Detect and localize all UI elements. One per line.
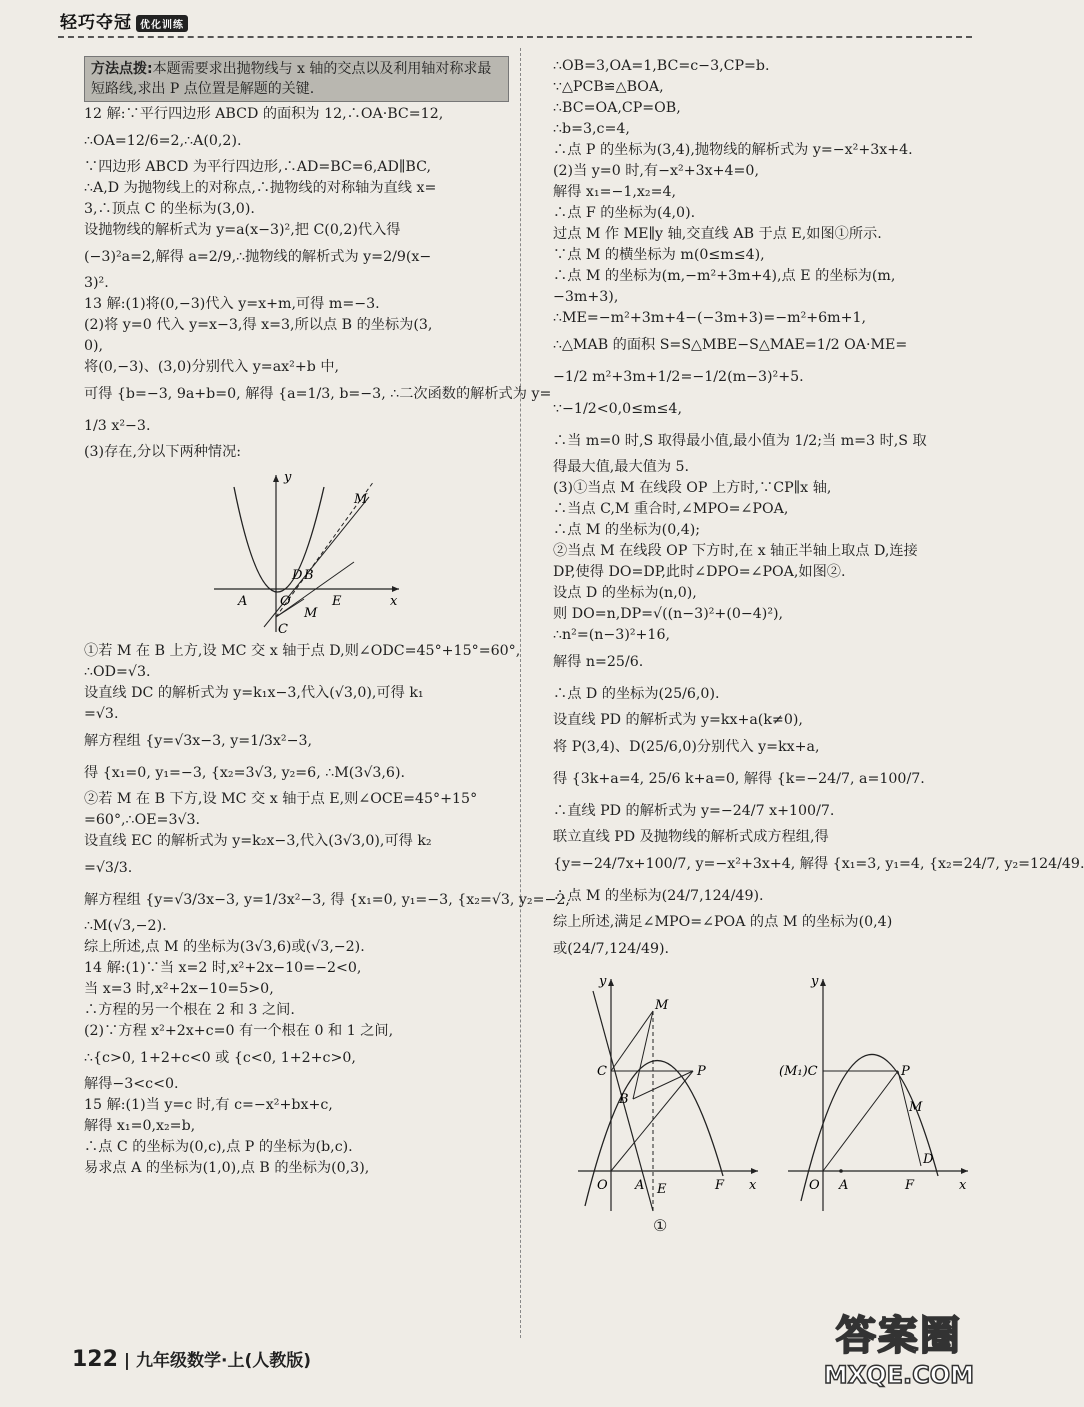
tip-label: 方法点拨: — [91, 61, 153, 77]
text-line: ∴{c>0, 1+2+c<0 或 {c<0, 1+2+c>0, — [84, 1050, 356, 1066]
text-line: ∴ME=−m²+3m+4−(−3m+3)=−m²+6m+1, — [553, 310, 867, 326]
text-line: −1/2 m²+3m+1/2=−1/2(m−3)²+5. — [553, 369, 804, 385]
text-line: 易求点 A 的坐标为(1,0),点 B 的坐标为(0,3), — [84, 1160, 370, 1176]
fig2-point-a: A — [839, 1178, 849, 1193]
text-line: (2)∵方程 x²+2x+c=0 有一个根在 0 和 1 之间, — [84, 1023, 394, 1039]
text-line: ∴OA=12/6=2,∴A(0,2). — [84, 133, 242, 149]
text-line: ∵四边形 ABCD 为平行四边形,∴AD=BC=6,AD∥BC, — [84, 159, 431, 175]
fig2-y-label: y — [811, 974, 819, 989]
fig2-point-o: O — [809, 1178, 820, 1193]
text-line: ∴点 D 的坐标为(25/6,0). — [553, 686, 720, 702]
column-divider — [520, 48, 522, 1338]
brand-logo — [60, 8, 188, 33]
method-tip — [84, 56, 509, 102]
fig1-point-e: E — [657, 1182, 667, 1197]
text-line: 解方程组 {y=√3x−3, y=1/3x²−3, — [84, 733, 313, 749]
text-line: =√3. — [84, 706, 119, 722]
text-line: ∴当点 C,M 重合时,∠MPO=∠POA, — [553, 501, 789, 517]
text-line: 设点 D 的坐标为(n,0), — [553, 585, 697, 601]
text-line: 设直线 EC 的解析式为 y=k₂x−3,代入(3√3,0),可得 k₂ — [84, 833, 432, 849]
text-line: (−3)²a=2,解得 a=2/9,∴抛物线的解析式为 y=2/9(x− — [84, 249, 432, 265]
text-line: 解得 n=25/6. — [553, 654, 644, 670]
fig13-point-e: E — [332, 594, 342, 609]
text-line: 解方程组 {y=√3/3x−3, y=1/3x²−3, 得 {x₁=0, y₁=−3, {x₂=√3, y₂=−2, — [84, 892, 570, 908]
fig1-point-p: P — [697, 1064, 706, 1079]
fig2-point-f: F — [905, 1178, 915, 1193]
figure-1 — [573, 971, 763, 1221]
text-line: 或(24/7,124/49). — [553, 941, 670, 957]
text-line: 设抛物线的解析式为 y=a(x−3)²,把 C(0,2)代入得 — [84, 222, 401, 238]
fig13-point-b: B — [304, 568, 314, 583]
figure-1-caption: ① — [653, 1216, 668, 1235]
left-text-block-2 — [84, 641, 570, 1179]
fig1-y-label: y — [599, 974, 607, 989]
text-line: 将 P(3,4)、D(25/6,0)分别代入 y=kx+a, — [553, 739, 820, 755]
text-line: ∴点 M 的坐标为(0,4); — [553, 522, 701, 538]
text-line: {y=−24/7x+100/7, y=−x²+3x+4, 解得 {x₁=3, y₁=4, {x₂=24/7, y₂=124/49. — [553, 856, 1084, 872]
fig2-point-d: D — [923, 1152, 934, 1167]
fig13-point-d: D — [292, 568, 303, 583]
text-line: ∴点 C 的坐标为(0,c),点 P 的坐标为(b,c). — [84, 1139, 353, 1155]
text-line: ∵点 M 的横坐标为 m(0≤m≤4), — [553, 247, 765, 263]
fig1-point-c: C — [597, 1064, 607, 1079]
text-line: ∴b=3,c=4, — [553, 121, 630, 137]
text-line: ∴A,D 为抛物线上的对称点,∴抛物线的对称轴为直线 x= — [84, 180, 437, 196]
text-line: (2)当 y=0 时,有−x²+3x+4=0, — [553, 163, 759, 179]
text-line: ∴OD=√3. — [84, 664, 151, 680]
text-line: 设直线 DC 的解析式为 y=k₁x−3,代入(√3,0),可得 k₁ — [84, 685, 424, 701]
text-line: 15 解:(1)当 y=c 时,有 c=−x²+bx+c, — [84, 1097, 333, 1113]
text-line: (3)存在,分以下两种情况: — [84, 444, 242, 460]
figure-2 — [779, 971, 973, 1221]
text-line: ∴M(√3,−2). — [84, 918, 167, 934]
text-line: ∴点 M 的坐标为(m,−m²+3m+4),点 E 的坐标为(m, — [553, 268, 896, 284]
text-line: ∴方程的另一个根在 2 和 3 之间. — [84, 1002, 295, 1018]
text-line: ∴点 F 的坐标为(4,0). — [553, 205, 696, 221]
text-line: ∴OB=3,OA=1,BC=c−3,CP=b. — [553, 58, 770, 74]
text-line: 过点 M 作 ME∥y 轴,交直线 AB 于点 E,如图①所示. — [553, 226, 882, 242]
text-line: 可得 {b=−3, 9a+b=0, 解得 {a=1/3, b=−3, ∴二次函数的解析式为 y= — [84, 386, 552, 402]
fig1-point-a: A — [635, 1178, 645, 1193]
text-line: 综上所述,满足∠MPO=∠POA 的点 M 的坐标为(0,4) — [553, 914, 893, 930]
book-title: 九年级数学·上(人教版) — [135, 1351, 311, 1371]
text-line: 得 {x₁=0, y₁=−3, {x₂=3√3, y₂=6, ∴M(3√3,6). — [84, 765, 405, 781]
watermark-url: MXQE.COM — [823, 1361, 974, 1389]
figure-problem-13 — [204, 467, 404, 637]
fig2-point-m: M — [909, 1100, 923, 1115]
text-line: =√3/3. — [84, 860, 133, 876]
page-header — [58, 6, 972, 38]
text-line: 12 解:∵平行四边形 ABCD 的面积为 12,∴OA·BC=12, — [84, 106, 444, 122]
text-line: 1/3 x²−3. — [84, 418, 151, 434]
text-line: ∵△PCB≌△BOA, — [553, 79, 664, 95]
fig2-x-label: x — [959, 1178, 967, 1193]
fig13-point-o: O — [280, 594, 291, 609]
page-footer: 122 | 九年级数学·上(人教版) — [72, 1347, 311, 1372]
text-line: 解得 x₁=−1,x₂=4, — [553, 184, 676, 200]
fig1-point-o: O — [597, 1178, 608, 1193]
tip-text: 本题需要求出抛物线与 x 轴的交点以及利用轴对称求最短路线,求出 P 点位置是解题的关键. — [91, 61, 492, 97]
watermark-title: 答案圈 — [835, 1313, 962, 1359]
fig13-point-m-lower: M — [304, 606, 318, 621]
text-line: 综上所述,点 M 的坐标为(3√3,6)或(√3,−2). — [84, 939, 365, 955]
text-line: ∴点 M 的坐标为(24/7,124/49). — [553, 888, 764, 904]
text-line: ①若 M 在 B 上方,设 MC 交 x 轴于点 D,则∠ODC=45°+15°=60°, — [84, 643, 521, 659]
text-line: 14 解:(1)∵当 x=2 时,x²+2x−10=−2<0, — [84, 960, 362, 976]
text-line: =60°,∴OE=3√3. — [84, 812, 201, 828]
text-line: 13 解:(1)将(0,−3)代入 y=x+m,可得 m=−3. — [84, 296, 380, 312]
text-line: 3)². — [84, 275, 109, 291]
text-line: ∴直线 PD 的解析式为 y=−24/7 x+100/7. — [553, 803, 835, 819]
left-text-block-1 — [84, 104, 552, 463]
left-column — [84, 56, 570, 1179]
text-line: 0), — [84, 338, 104, 354]
page-number: 122 — [72, 1347, 118, 1372]
right-column — [553, 56, 1084, 1235]
fig13-point-c: C — [278, 622, 288, 637]
text-line: 联立直线 PD 及抛物线的解析式成方程组,得 — [553, 829, 829, 845]
text-line: ∴BC=OA,CP=OB, — [553, 100, 681, 116]
fig1-point-f: F — [715, 1178, 725, 1193]
text-line: 得 {3k+a=4, 25/6 k+a=0, 解得 {k=−24/7, a=100/7. — [553, 771, 925, 787]
fig1-point-m: M — [655, 998, 669, 1013]
watermark — [824, 1304, 974, 1389]
text-line: 将(0,−3)、(3,0)分别代入 y=ax²+b 中, — [84, 359, 340, 375]
figures-15 — [553, 971, 973, 1235]
fig2-point-p: P — [901, 1064, 910, 1079]
text-line: ∴△MAB 的面积 S=S△MBE−S△MAE=1/2 OA·ME= — [553, 337, 908, 353]
fig2-point-m1-c: (M₁)C — [779, 1064, 818, 1079]
fig13-y-label: y — [284, 470, 292, 485]
text-line: 则 DO=n,DP=√((n−3)²+(0−4)²), — [553, 606, 784, 622]
text-line: 3,∴顶点 C 的坐标为(3,0). — [84, 201, 255, 217]
text-line: −3m+3), — [553, 289, 619, 305]
right-text-block — [553, 56, 1084, 965]
text-line: (3)①当点 M 在线段 OP 上方时,∵CP∥x 轴, — [553, 480, 832, 496]
text-line: 设直线 PD 的解析式为 y=kx+a(k≠0), — [553, 712, 803, 728]
text-line: 当 x=3 时,x²+2x−10=5>0, — [84, 981, 274, 997]
fig13-x-label: x — [390, 594, 398, 609]
text-line: ∵−1/2<0,0≤m≤4, — [553, 401, 682, 417]
text-line: 解得 x₁=0,x₂=b, — [84, 1118, 196, 1134]
text-line: ②当点 M 在线段 OP 下方时,在 x 轴正半轴上取点 D,连接 — [553, 543, 918, 559]
text-line: 得最大值,最大值为 5. — [553, 459, 690, 475]
fig13-point-a: A — [238, 594, 248, 609]
fig13-point-m-upper: M — [354, 492, 368, 507]
text-line: (2)将 y=0 代入 y=x−3,得 x=3,所以点 B 的坐标为(3, — [84, 317, 433, 333]
text-line: 解得−3<c<0. — [84, 1076, 179, 1092]
text-line: ∴n²=(n−3)²+16, — [553, 627, 670, 643]
brand-name: 轻巧夺冠 — [60, 13, 132, 33]
text-line: ∴当 m=0 时,S 取得最小值,最小值为 1/2;当 m=3 时,S 取 — [553, 433, 927, 449]
text-line: DP,使得 DO=DP,此时∠DPO=∠POA,如图②. — [553, 564, 846, 580]
fig1-x-label: x — [749, 1178, 757, 1193]
brand-tag: 优化训练 — [136, 15, 188, 32]
fig1-point-b: B — [619, 1092, 629, 1107]
text-line: ②若 M 在 B 下方,设 MC 交 x 轴于点 E,则∠OCE=45°+15° — [84, 791, 478, 807]
text-line: ∴点 P 的坐标为(3,4),抛物线的解析式为 y=−x²+3x+4. — [553, 142, 913, 158]
